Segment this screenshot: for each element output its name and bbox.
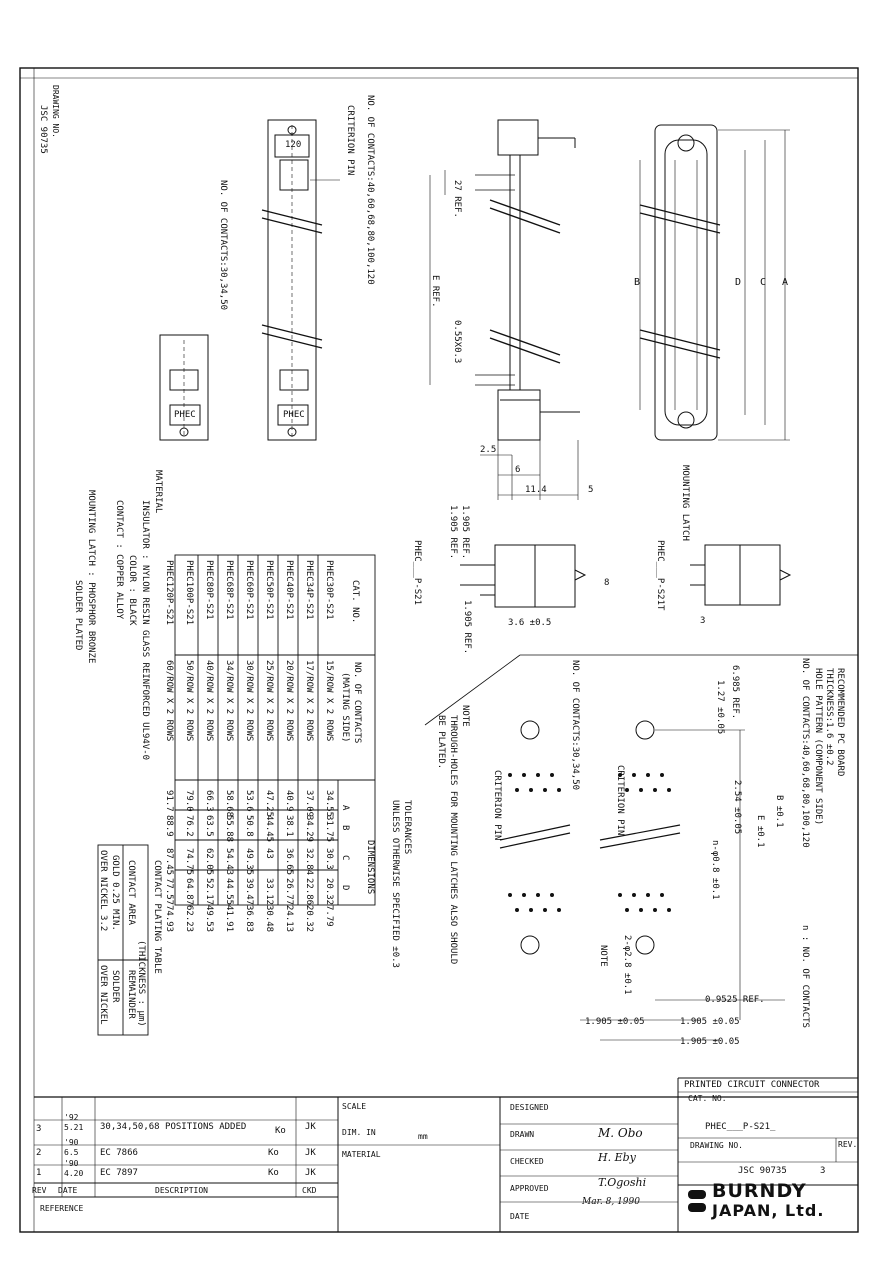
pcb-dim-6985: 6.985 REF. <box>730 665 740 720</box>
pcb-note-2: BE PLATED. <box>436 715 446 770</box>
dim-table-cell-e: 41.91 <box>224 905 234 933</box>
dim-table-cell-cat: PHEC120P-S21 <box>164 560 174 626</box>
dim-table-cell-c: 30.3 <box>324 848 334 870</box>
pcb-dim-1905-c: 1.905 ±0.05 <box>680 1037 740 1047</box>
dim-table-cell-a: 40.9 <box>284 790 294 812</box>
dim-table-cell-d: 22.86 <box>304 878 314 906</box>
dim-table-cell-cat: PHEC80P-S21 <box>204 560 214 620</box>
dim-8: 8 <box>604 578 610 588</box>
table-header-dimensions: DIMENSIONS <box>365 840 375 895</box>
dim-table-cell-contacts: 20/ROW X 2 ROWS <box>284 660 294 742</box>
dim-table-cell-d: 64.87 <box>184 878 194 906</box>
pcb-dim-1905-a: 1.905 ±0.05 <box>585 1017 645 1027</box>
dim-table-cell-a: 91.7 <box>164 790 174 812</box>
table-col-c: C <box>340 855 350 861</box>
pcb-note-1: THROUGH-HOLES FOR MOUNTING LATCHES ALSO SHOULD <box>448 715 458 965</box>
dim-table-cell-a: 53.6 <box>244 790 254 812</box>
dim-table-cell-d: 39.47 <box>244 878 254 906</box>
dim-table-cell-a: 66.3 <box>204 790 214 812</box>
table-col-d: D <box>340 885 350 891</box>
pcb-note-label: NOTE <box>598 945 608 967</box>
rev-2-ckd: JK <box>305 1148 316 1158</box>
dim-table-cell-e: 62.23 <box>184 905 194 933</box>
dim-table-cell-e: 49.53 <box>204 905 214 933</box>
pcb-dim-127: 1.27 ±0.05 <box>715 680 725 735</box>
reference-label: REFERENCE <box>40 1204 84 1213</box>
plating-r2c1: OVER NICKEL 3.2 <box>98 850 108 932</box>
rev-3-date-top: '92 <box>64 1113 79 1122</box>
approved-signature: T.Ogoshi <box>598 1176 647 1189</box>
rev-header-ckd: CKD <box>302 1186 317 1195</box>
front-letter-c: C <box>760 277 767 288</box>
dim-table-cell-e: 36.83 <box>244 905 254 933</box>
dim-table-cell-b: 38.1 <box>284 815 294 837</box>
dim-table-cell-b: 44.45 <box>264 815 274 843</box>
table-header-contacts-2: (MATING SIDE) <box>340 672 350 743</box>
dim-table-cell-cat: PHEC68P-S21 <box>224 560 234 620</box>
plating-r2c2: OVER NICKEL <box>98 965 108 1025</box>
material-latch-1: MOUNTING LATCH : PHOSPHOR BRONZE <box>86 490 96 664</box>
tolerance-title: TOLERANCES <box>402 800 412 855</box>
checked-label: CHECKED <box>510 1157 544 1166</box>
table-header-cat: CAT. NO. <box>350 580 360 624</box>
material-latch-2: SOLDER PLATED <box>73 580 83 651</box>
pcb-criterion-pin-1: CRITERION PIN <box>615 765 625 836</box>
material-contact: CONTACT : COPPER ALLOY <box>114 500 124 620</box>
pin-number: 120 <box>285 140 302 150</box>
drawn-signature: M. Obo <box>598 1126 643 1140</box>
rev-2-date-bottom: 6.5 <box>64 1148 79 1157</box>
pcb-dim-n: n-φ0.8 ±0.1 <box>710 840 720 900</box>
dim-table-cell-cat: PHEC30P-S21 <box>324 560 334 620</box>
dim-table-cell-cat: PHEC50P-S21 <box>264 560 274 620</box>
dim-table-cell-d: 52.17 <box>204 878 214 906</box>
dim-table-cell-d: 77.57 <box>164 878 174 906</box>
dim-27-ref: 27 REF. <box>452 180 462 218</box>
dim-3-6: 3.6 ±0.5 <box>508 618 552 628</box>
dim-table-cell-cat: PHEC60P-S21 <box>244 560 254 620</box>
top-view-phec-label: PHEC <box>283 410 305 420</box>
dim-5: 5 <box>588 485 594 495</box>
dim-table-cell-c: 36.65 <box>284 848 294 876</box>
pcb-dim-2: 2-φ2.8 ±0.1 <box>622 935 632 995</box>
front-letter-d: D <box>735 277 742 288</box>
part-s21t-label: PHEC___P-S21T <box>655 540 665 611</box>
dim-table-cell-a: 37.09 <box>304 790 314 818</box>
criterion-pin-label: CRITERION PIN <box>345 105 355 176</box>
dim-table-cell-c: 74.75 <box>184 848 194 876</box>
dim-table-cell-d: 44.55 <box>224 878 234 906</box>
scale-label: SCALE <box>342 1102 367 1111</box>
front-letter-a: A <box>782 277 789 288</box>
pcb-note-title: NOTE <box>460 705 470 727</box>
rev-3-description: 30,34,50,68 POSITIONS ADDED <box>100 1122 247 1132</box>
dim-table-cell-a: 34.55 <box>324 790 334 818</box>
dim-table-cell-b: 31.75 <box>324 815 334 843</box>
dim-1905-ref-b: 1.905 REF. <box>448 505 458 560</box>
designed-label: DESIGNED <box>510 1103 549 1112</box>
dim-table-cell-contacts: 34/ROW X 2 ROWS <box>224 660 234 742</box>
rev-3-ckd: JK <box>305 1122 316 1132</box>
dim-table-cell-a: 58.68 <box>224 790 234 818</box>
margin-drawing-label: DRAWING NO. <box>51 85 60 138</box>
dim-table-cell-c: 43 <box>264 848 274 859</box>
dim-table-cell-e: 30.48 <box>264 905 274 933</box>
rev-1-date-bottom: 4.20 <box>64 1169 84 1178</box>
cat-no-value: PHEC___P-S21_ <box>705 1122 776 1132</box>
drawing-no-value: JSC 90735 <box>738 1166 787 1176</box>
rev-1-description: EC 7897 <box>100 1168 138 1178</box>
dim-1905-ref-a: 1.905 REF. <box>460 505 470 560</box>
dim-table-cell-d: 26.77 <box>284 878 294 906</box>
rev-value: 3 <box>820 1166 826 1176</box>
tolerance-value: UNLESS OTHERWISE SPECIFIED ±0.3 <box>390 800 400 968</box>
drawing-no-label: DRAWING NO. <box>690 1141 743 1150</box>
material-title: MATERIAL <box>153 470 163 514</box>
dim-e-ref: E REF. <box>430 275 440 308</box>
margin-drawing-number: JSC 90735 <box>38 105 48 154</box>
dim-table-cell-contacts: 17/ROW X 2 ROWS <box>304 660 314 742</box>
dim-table-cell-c: 32.84 <box>304 848 314 876</box>
pcb-contacts-large: NO. OF CONTACTS:40,60,68,80,100,120 <box>800 658 810 848</box>
dim-table-cell-b: 88.9 <box>164 815 174 837</box>
pcb-title-1: RECOMMENDED PC BOARD <box>835 668 845 777</box>
dim-table-cell-d: 20.32 <box>324 878 334 906</box>
dim-table-cell-cat: PHEC40P-S21 <box>284 560 294 620</box>
pcb-dim-b: B ±0.1 <box>774 795 784 828</box>
dim-table-cell-c: 54.43 <box>224 848 234 876</box>
table-col-b: B <box>340 825 350 831</box>
pcb-dim-e: E ±0.1 <box>755 815 765 848</box>
plating-col-1: CONTACT AREA <box>126 860 136 926</box>
pcb-dim-254: 2.54 ±0.05 <box>732 780 742 835</box>
dim-3: 3 <box>700 616 706 626</box>
rev-1-ckd: JK <box>305 1168 316 1178</box>
plating-col-2: REMAINDER <box>126 970 136 1019</box>
dim-table-cell-d: 33.12 <box>264 878 274 906</box>
pcb-dim-1905-b: 1.905 ±0.05 <box>680 1017 740 1027</box>
plating-r1c1: GOLD 0.25 MIN. <box>110 855 120 931</box>
rev-2-date-top: '90 <box>64 1138 79 1147</box>
table-header-contacts-1: NO. OF CONTACTS <box>352 662 362 744</box>
dim-table-cell-e: 20.32 <box>304 905 314 933</box>
rev-3-number: 3 <box>36 1124 42 1134</box>
pcb-title-3: HOLE PATTERN (COMPONENT SIDE) <box>813 668 823 826</box>
plating-r1c2: SOLDER <box>110 970 120 1003</box>
dim-table-cell-b: 50.8 <box>244 815 254 837</box>
front-letter-b: B <box>634 277 641 288</box>
rev-1-sign: Ko <box>268 1168 279 1178</box>
rev-header-rev: REV <box>32 1186 47 1195</box>
dim-table-cell-a: 47.25 <box>264 790 274 818</box>
dim-unit: mm <box>418 1132 428 1141</box>
dim-table-cell-a: 79.0 <box>184 790 194 812</box>
mounting-latch-label: MOUNTING LATCH <box>680 465 690 541</box>
dim-in-label: DIM. IN <box>342 1128 376 1137</box>
brand-name: BURNDY <box>712 1180 807 1202</box>
pcb-criterion-pin-2: CRITERION PIN <box>492 770 502 841</box>
rev-2-number: 2 <box>36 1148 42 1158</box>
dim-table-cell-contacts: 60/ROW X 2 ROWS <box>164 660 174 742</box>
dim-table-cell-cat: PHEC34P-S21 <box>304 560 314 620</box>
dim-table-cell-contacts: 50/ROW X 2 ROWS <box>184 660 194 742</box>
dim-table-cell-c: 87.45 <box>164 848 174 876</box>
contacts-large-label: NO. OF CONTACTS:40,60,68,80,100,120 <box>365 95 375 285</box>
dim-table-cell-b: 76.2 <box>184 815 194 837</box>
part-s21-label: PHEC___P-S21 <box>412 540 422 606</box>
rev-header-description: DESCRIPTION <box>155 1186 208 1195</box>
dim-11-4: 11.4 <box>525 485 547 495</box>
brand-subname: JAPAN, Ltd. <box>712 1201 825 1220</box>
dim-table-cell-e: 24.13 <box>284 905 294 933</box>
rev-2-description: EC 7866 <box>100 1148 138 1158</box>
dim-1905-ref-c: 1.905 REF. <box>462 600 472 655</box>
pcb-n-note: n : NO. OF CONTACTS <box>800 925 810 1028</box>
small-view-phec-label: PHEC <box>174 410 196 420</box>
date-value: Mar. 8, 1990 <box>582 1197 640 1207</box>
drawn-label: DRAWN <box>510 1130 535 1139</box>
date-label: DATE <box>510 1212 530 1221</box>
burndy-logo-icon <box>688 1190 706 1212</box>
dim-table-cell-b: 63.5 <box>204 815 214 837</box>
rev-1-number: 1 <box>36 1168 42 1178</box>
dim-table-cell-contacts: 30/ROW X 2 ROWS <box>244 660 254 742</box>
dim-table-cell-contacts: 40/ROW X 2 ROWS <box>204 660 214 742</box>
contacts-small-label: NO. OF CONTACTS:30,34,50 <box>218 180 228 311</box>
cat-no-label: CAT. NO. <box>688 1094 727 1103</box>
material-field-label: MATERIAL <box>342 1150 381 1159</box>
dim-055: 0.55X0.3 <box>452 320 462 364</box>
dim-table-cell-b: 55.88 <box>224 815 234 843</box>
dim-2-5: 2.5 <box>480 445 497 455</box>
plating-title: CONTACT PLATING TABLE <box>152 860 162 974</box>
dim-table-cell-c: 62.05 <box>204 848 214 876</box>
pcb-dim-09525: 0.9525 REF. <box>705 995 765 1005</box>
table-col-a: A <box>340 805 350 811</box>
drawing-title: PRINTED CIRCUIT CONNECTOR <box>684 1080 820 1090</box>
dim-table-cell-e: 74.93 <box>164 905 174 933</box>
rev-3-sign: Ko <box>275 1126 286 1136</box>
rev-1-date-top: '90 <box>64 1159 79 1168</box>
dim-table-cell-contacts: 15/ROW X 2 ROWS <box>324 660 334 742</box>
rev-2-sign: Ko <box>268 1148 279 1158</box>
checked-signature: H. Eby <box>598 1151 636 1164</box>
dim-table-cell-e: 7.79 <box>324 905 334 927</box>
rev-label: REV. <box>838 1140 858 1149</box>
dim-6: 6 <box>515 465 521 475</box>
rev-3-date-bottom: 5.21 <box>64 1123 84 1132</box>
pcb-contacts-small: NO. OF CONTACTS:30,34,50 <box>570 660 580 791</box>
pcb-title-2: THICKNESS:1.6 ±0.2 <box>824 668 834 766</box>
rev-header-date: DATE <box>58 1186 78 1195</box>
plating-subtitle: (THICKNESS : μm) <box>136 940 146 1027</box>
dim-table-cell-b: 34.29 <box>304 815 314 843</box>
dim-table-cell-c: 49.35 <box>244 848 254 876</box>
material-insulator-1: INSULATOR : NYLON RESIN GLASS REINFORCED UL94V-0 <box>140 500 150 761</box>
approved-label: APPROVED <box>510 1184 549 1193</box>
dim-table-cell-cat: PHEC100P-S21 <box>184 560 194 626</box>
dim-table-cell-contacts: 25/ROW X 2 ROWS <box>264 660 274 742</box>
material-insulator-2: COLOR : BLACK <box>127 555 137 626</box>
